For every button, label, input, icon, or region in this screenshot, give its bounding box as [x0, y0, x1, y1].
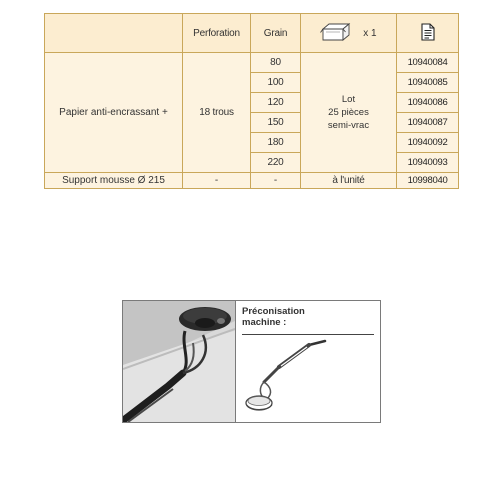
packaging-line: 25 pièces	[328, 107, 369, 118]
reference-value: 10998040	[397, 173, 459, 189]
grain-value: -	[251, 173, 301, 189]
header-packaging	[301, 14, 397, 53]
packaging-qty: x 1	[363, 27, 377, 39]
grain-value: 220	[251, 153, 301, 173]
sander-photo	[123, 301, 235, 422]
box-icon	[320, 22, 354, 45]
document-icon	[421, 33, 435, 44]
grain-value: 80	[251, 53, 301, 73]
perforation-value: 18 trous	[183, 53, 251, 173]
recommendation-title	[242, 306, 305, 328]
packaging-value: à l'unité	[301, 173, 397, 189]
table-row	[45, 173, 459, 189]
reference-value: 10940093	[397, 153, 459, 173]
header-reference	[397, 14, 459, 53]
title-underline	[242, 334, 374, 335]
packaging-line: Lot	[341, 94, 356, 105]
sander-drawing	[239, 337, 329, 419]
header-empty-cell	[45, 14, 183, 53]
product-table	[44, 13, 459, 189]
packaging-value	[301, 53, 397, 173]
product-name: Papier anti-encrassant +	[45, 53, 183, 173]
recommendation-title-line: machine :	[242, 317, 287, 328]
machine-recommendation-box	[122, 300, 381, 423]
packaging-line: semi-vrac	[327, 120, 370, 131]
grain-value: 180	[251, 133, 301, 153]
divider	[235, 301, 236, 422]
table-row	[45, 53, 459, 73]
perforation-value: -	[183, 173, 251, 189]
grain-value: 120	[251, 93, 301, 113]
reference-value: 10940084	[397, 53, 459, 73]
header-grain: Grain	[251, 14, 301, 53]
product-name: Support mousse Ø 215	[45, 173, 183, 189]
reference-value: 10940087	[397, 113, 459, 133]
header-perforation: Perforation	[183, 14, 251, 53]
reference-value: 10940085	[397, 73, 459, 93]
recommendation-title-line: Préconisation	[242, 306, 305, 317]
reference-value: 10940092	[397, 133, 459, 153]
grain-value: 150	[251, 113, 301, 133]
table-header-row	[45, 14, 459, 53]
reference-value: 10940086	[397, 93, 459, 113]
grain-value: 100	[251, 73, 301, 93]
